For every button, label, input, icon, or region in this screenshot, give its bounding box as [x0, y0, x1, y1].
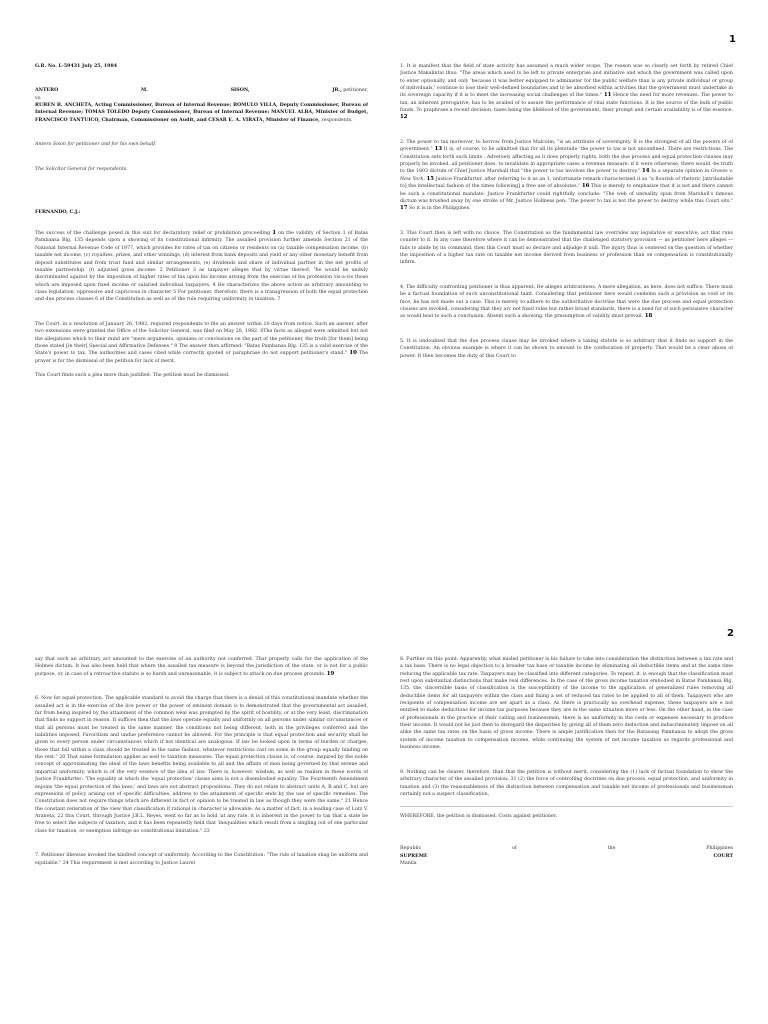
seal-word: Republic [400, 846, 422, 852]
paragraph-3: 3. This Court then is left with no choice. The Constitution as the fundamental law overrides any legislative or executive, act that runs counter to it. In any case therefore where it can be demonstrated that the challenged statutory provision — as petitioner here alleges — fails to abide by its command, then this Court must so declare and adjudge it null. The injury thus is centered on the question of whether the imposition of a higher tax rate on taxable net income derived from business or profession than on compensation is constitutionally infirm. [400, 230, 733, 266]
paragraph-8: 8. Further on this point. Apparently, what misled petitioner is his failure to take into consideration the distinction between a tax rate and a tax base. There is no legal objection to a broader tax base or taxable income by eliminating all deductible items and at the same time reducing the applicable tax rate. Taxpayers may be classified into different categories. To repeat, it. is enough that the classification must rest upon substantial distinctions that make real differences. In the case of the gross income taxation embodied in Batas Pambansa Blg. 135, the, discernible basis of classification is the susceptibility of the income to the application of generalized rules removing all deductible items for all taxpayers within the class and fixing a set of reduced tax rates to be applied to all of them. Taxpayers who are recipients of compensation income are set apart as a class. As there is practically no overhead expense, these taxpayers are e not entitled to make deductions for income tax purposes because they are in the same situation more or less. On the other hand, in the case of professionals in the practice of their calling and businessmen, there is no uniformity in the costs or expenses necessary to produce their income. It would not be just then to disregard the disparities by giving all of them zero deduction and indiscriminately impose on all alike the same tax rates on the basis of gross income. There is ample justification then for the Batasang Pambansa to adopt the gross system of income taxation to compensation income, while continuing the system of net income taxation as regards professional and business income. [400, 657, 733, 751]
seal-word: SUPREME [400, 853, 428, 859]
dispositive: WHEREFORE, the petition is dismissed. Costs against petitioner. [400, 806, 733, 820]
footnote-ref: 18 [644, 313, 653, 320]
page1-left-column [35, 63, 368, 568]
court-header-line1 [400, 845, 733, 852]
seal-word: the [607, 846, 616, 852]
respondents [35, 102, 368, 124]
petitioner-suffix-role [332, 87, 368, 94]
petitioner-suffix: JR., [332, 88, 342, 94]
court-header-line2 [400, 853, 733, 860]
ponente: FERNANDO, C.J.: [35, 209, 81, 215]
footnote-ref: 1 [272, 230, 277, 237]
paragraph-1: 1. It is manifest that the field of state activity has assumed a much wider scope, The reason was so clearly set forth by retired Chief Justice Makalintal thus: "The areas which used to be left to private enterprise and initiative and which the government was called upon to enter optionally, and only 'because it was better equipped to administer for the public welfare than is any private individual or group of individuals,' continue to lose their well-defined boundaries and to be absorbed within activities that the government must undertake in its sovereign capacity if it is to meet the increasing social challenges of the times." 11 Hence the need for more revenues. The power to tax, an inherent prerogative, has to be availed of to assure the performance of vital state functions. It is the source of the bulk of public funds. To praphrase a recent decision, taxes being the lifeblood of the government, their prompt and certain availability is of the essence. 12 [400, 64, 733, 121]
page1-right-column [400, 63, 733, 568]
paragraph: say that such an arbitrary act amounted to the exercise of an authority not conferred. That properly calls for the application of the Holmes dictum. It has also been held that where the assailed tax measure is beyond the jurisdiction of the state, or is not for a public purpose, or, in case of a retroactive statute is so harsh and unreasonable, it is subject to attack on due process grounds. 19 [35, 657, 368, 677]
page2-right-column [400, 656, 733, 1024]
respondents-names: RUBEN B. ANCHETA, Acting Commissioner, Bureau of Internal Revenue; ROMULO VILLA, Deputy Commissioner, Bureau of Internal Revenue; TOMAS TOLEDO Deputy Commissioner, Bureau of Internal Revenue; MANUEL ALBA, Minister of Budget, FRANCISCO TANTUICO, Chairman, Commissioner on Audit, and CESAR E. A. VIRATA, Minister of Finance, [35, 103, 368, 123]
paragraph-2: 2. The power to tax moreover, to borrow from Justice Malcolm, "is an attribute of sovereignty. It is the strongest of all the powers of of government." 13 It is, of course, to be admitted that for all its plenitude 'the power to tax is not unconfined. There are restrictions. The Constitution sets forth such limits . Adversely affecting as it does properly rights, both the due process and equal protection clauses inay properly be invoked, all petitioner does, to invalidate in appropriate cases a revenue measure. if it were otherwise, there would -be truth to the 1803 dictum of Chief Justice Marshall that "the power to tax involves the power to destroy." 14 In a separate opinion in Graves v. New York, 15 Justice Frankfurter, after referring to it as an 1, unfortunate remark characterized it as "a flourish of rhetoric [attributable to] the intellectual fashion of the times following] a free use of absolutes." 16 This is merely to emphasize that it is not and there cannot be such a constitutional mandate. Justice Frankfurter could rightfully conclude: "The web of unreality spun from Marshall's famous dictum was brushed away by one stroke of Mr. Justice Holmess pen: 'The power to tax is not the power to destroy while this Court sits." 17 So it is in the Philippines. [400, 140, 733, 212]
petitioner-role: petitioner, [343, 88, 368, 94]
page-number: 2 [727, 628, 734, 639]
paragraph: The Court, in a resolution of January 26, 1982, required respondents to file an answer within 10 days from notice. Such an answer, after two extensions were granted the Office of the Solicitor General, was filed on May 28, 1982. 8The facts as alleged were admitted but not the allegations which to their mind are "mere arguments, opinions or conclusions on the part of the petitioner, the truth [for them] being those stated [in their] Special and Affirmative Defenses." 9 The answer then affirmed: "Batas Pambansa Blg. 135 is a valid exercise of the State's power to tax. The authorities and cases cited while correctly quoted or paraphrase do not support petitioner's stand." 10 The prayer is for the dismissal of the petition for lack of merit. [35, 321, 368, 364]
petitioner-last-name: SISON, [230, 88, 250, 94]
footnote-ref: 10 [349, 350, 357, 357]
seal-word: of [512, 846, 517, 852]
paragraph-4: 4, The difficulty confronting petitioner is thus apparent. He alleges arbitrariness. A mere allegation, as here. does not suffice. There must be a factual foundation of such unconstitutional taint. Considering that petitioner here would condemn such a provision as void or its face, he has not made out a case. This is merely to adhere to the authoritative doctrine that were the due process and equal protection clauses are invoked, considering that they arc not fixed rules but rather broad standards, there is a need for of such persuasive character as would lead to such a conclusion. Absent such a showing, the presumption of validity must prevail. 18 [400, 284, 733, 320]
footnote-ref: 16 [581, 183, 590, 190]
paragraph-7: 7. Petitioner likewise invoked the kindred concept of uniformity. According to the Constitution: "The rule of taxation shag be uniform and equitable." 24 This requirement is met according to Justice Laurel [35, 853, 368, 866]
seal-word: Philippines [706, 846, 733, 852]
court-header-line3: Manila [400, 860, 417, 866]
counsel-petitioner: Antero Sison for petitioner and for his own behalf. [35, 142, 157, 148]
seal-word: COURT [713, 853, 733, 859]
petitioner-line [35, 87, 368, 94]
respondents-role: respondents. [321, 117, 353, 123]
footnote-ref: 13 [434, 146, 442, 153]
petitioner-first-name: ANTERO [35, 88, 59, 94]
paragraph: This Court finds such a plea more than justified. The petition must be dismissed. [35, 373, 230, 379]
footnote-ref: 12 [400, 114, 408, 121]
footnote-ref: 15 [426, 175, 434, 182]
paragraph-5: 5. It is undoubted that the due process clause may be invoked where a taxing statute is so arbitrary that it finds no support in the Constitution. An obvious example is where it can be shown to amount to the confiscation of property. That would be a clear abuse of power. It then becomes the duty of this Court to [400, 339, 733, 359]
footnote-ref: 11 [603, 92, 612, 99]
petitioner-middle-initial: M. [140, 88, 148, 94]
paragraph-6: 6. Now for equal protection. The applicable standard to avoid the charge that there is a denial of this constitutional mandate whether the assailed act is in the exercise of the lice power or the power of eminent domain is to demonstrated that the governmental act assailed, far from being inspired by the attainment of the common weal was prompted by the spirit of hostility, or at the very least, discrimination that finds no support in reason. It suffices then that the laws operate equally and uniformly on all persons under similar circumstances or that all persons must be treated in the same manner, the conditions not being different, both in the privileges conferred and the liabilities imposed. Favoritism and undue preference cannot be allowed. For the principle is that equal protection and security shall be given to every person under circumstances which if not identical are analogous. If law be looked upon in terms of burden or charges, those that fall within a class should be treated in the same fashion, whatever restrictions cast on some in the group equally binding on the rest." 20 That same formulation applies as well to taxation measures. The equal protection clause is, of course, inspired by the noble concept of approximating the ideal of the laws benefits being available to all and the affairs of men being governed by that serene and impartial uniformity, which is of the very essence of the idea of law. There is, however, wisdom, as well as realism in these words of Justice Frankfurter: 'The equality at which the 'equal protection' clause aims is not a disembodied equality. The Fourteenth Amendment enjoins 'the equal protection of the laws,' and laws are not abstract propositions. They do not relate to abstract units A, B and C, but are expressions of policy arising out of specific difficulties, address to the attainment of specific ends by the use of specific remedies. The Constitution does not require things which are different in fact or opinion to be treated in law as though they were the same." 21 Hence the constant reiteration of the view that classification if rational in character is allowable. As a matter of fact, in a leading case of Lutz V. Araneta, 22 this Court, through Justice J.B.L. Reyes, went so far as to hold 'at any rate, it is inherent in the power to tax that a state be free to select the subjects of taxation, and it has been repeatedly held that 'inequalities which result from a singling out of one particular class for taxation, or exemption infringe no constitutional limitation." 23 [35, 696, 368, 834]
page-number: 1 [729, 34, 736, 45]
case-number: G.R. No. L-59431 July 25, 1984 [35, 64, 118, 69]
paragraph: The success of the challenge posed in this suit for declaratory relief or prohibition proceeding 1 on the validity of Section 1 of Batas Pambansa Blg. 135 depends upon a showing of its constitutional infirmity. The assailed provision further amends Section 21 of the National Internal Revenue Code of 1977, which provides for rates of tax on citizens or residents on (a) taxable compensation income, (b) taxable net income, (c) royalties, prizes, and other winnings, (d) interest from bank deposits and yield or any other monetary benefit from deposit substitutes and from trust fund and similar arrangements, (e) dividends and share of individual partner in the net profits of taxable partnership, (f) adjusted gross income. 2 Petitioner 3 as taxpayer alleges that by virtue thereof, "he would be unduly discriminated against by the imposition of higher rates of tax upon his income arising from the exercise of his profession vis-a-vis those which are imposed upon fixed income or salaried individual taxpayers. 4 He characterizes the above action as arbitrary amounting to class legislation, oppressive and capricious in character 5 For petitioner, therefore, there is a transgression of both the equal protection and due process clauses 6 of the Constitution as well as of the rule requiring uniformity in taxation. 7 [35, 230, 368, 303]
footnote-ref: 17 [400, 205, 408, 212]
versus: vs. [35, 95, 42, 101]
footnote-ref: 14 [641, 168, 650, 175]
counsel-respondents: The Solicitor General for respondents. [35, 167, 128, 173]
footnote-ref: 19 [326, 670, 335, 677]
page2-left-column [35, 656, 368, 1024]
paragraph-9: 9. Nothing can be clearer, therefore, than that the petition is without merit, considering the (1) lack of factual foundation to show the arbitrary character of the assailed provision; 31 (2) the force of controlling doctrines on due process, equal protection, and uniformity in taxation and (3) the reasonableness of the distinction between compensation and taxable net income of professionals and businessman certainly not a suspect classification, [400, 769, 733, 797]
